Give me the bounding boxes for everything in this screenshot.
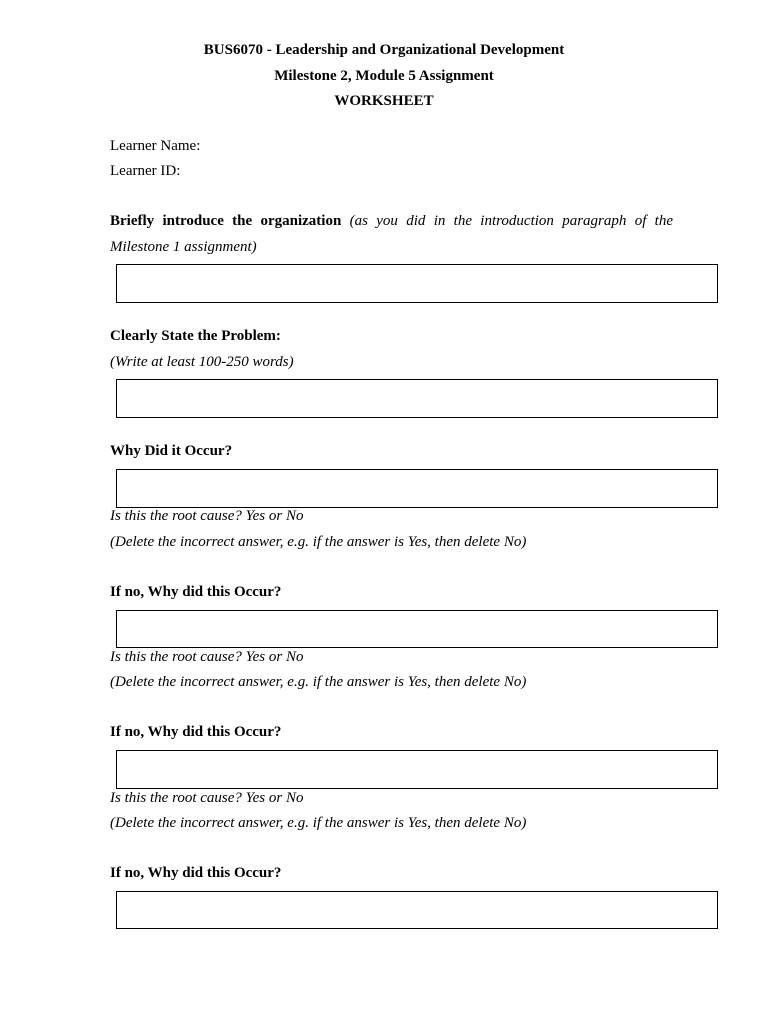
intro-note-line2: Milestone 1 assignment): [110, 239, 257, 255]
why2-answer-box[interactable]: [116, 610, 718, 648]
worksheet-title: WORKSHEET: [334, 93, 434, 109]
why4-answer-box[interactable]: [116, 891, 718, 929]
intro-prompt-line1: [110, 213, 673, 230]
learner-id-label: Learner ID:: [110, 163, 181, 179]
why1-answer-box[interactable]: [116, 469, 718, 508]
intro-answer-box[interactable]: [116, 264, 718, 303]
course-title: BUS6070 - Leadership and Organizational Development: [203, 42, 565, 58]
problem-note: (Write at least 100-250 words): [110, 354, 294, 370]
why1-heading: Why Did it Occur?: [110, 443, 233, 459]
why1-instruction: (Delete the incorrect answer, e.g. if the answer is Yes, then delete No): [110, 534, 527, 550]
why2-instruction: (Delete the incorrect answer, e.g. if the answer is Yes, then delete No): [110, 674, 527, 690]
why3-answer-box[interactable]: [116, 750, 718, 789]
why3-instruction: (Delete the incorrect answer, e.g. if the answer is Yes, then delete No): [110, 815, 527, 831]
intro-note: (as you did in the introduction paragraph of the: [349, 213, 673, 229]
why3-root-question[interactable]: Is this the root cause? Yes or No: [110, 790, 304, 806]
why3-heading: If no, Why did this Occur?: [110, 724, 282, 740]
intro-heading: Briefly introduce the organization: [110, 213, 342, 229]
problem-heading: Clearly State the Problem:: [110, 328, 281, 344]
problem-answer-box[interactable]: [116, 379, 718, 418]
learner-name-label: Learner Name:: [110, 138, 201, 154]
milestone-title: Milestone 2, Module 5 Assignment: [274, 68, 494, 84]
why2-root-question[interactable]: Is this the root cause? Yes or No: [110, 649, 304, 665]
why2-heading: If no, Why did this Occur?: [110, 584, 282, 600]
why4-heading: If no, Why did this Occur?: [110, 865, 282, 881]
why1-root-question[interactable]: Is this the root cause? Yes or No: [110, 508, 304, 524]
